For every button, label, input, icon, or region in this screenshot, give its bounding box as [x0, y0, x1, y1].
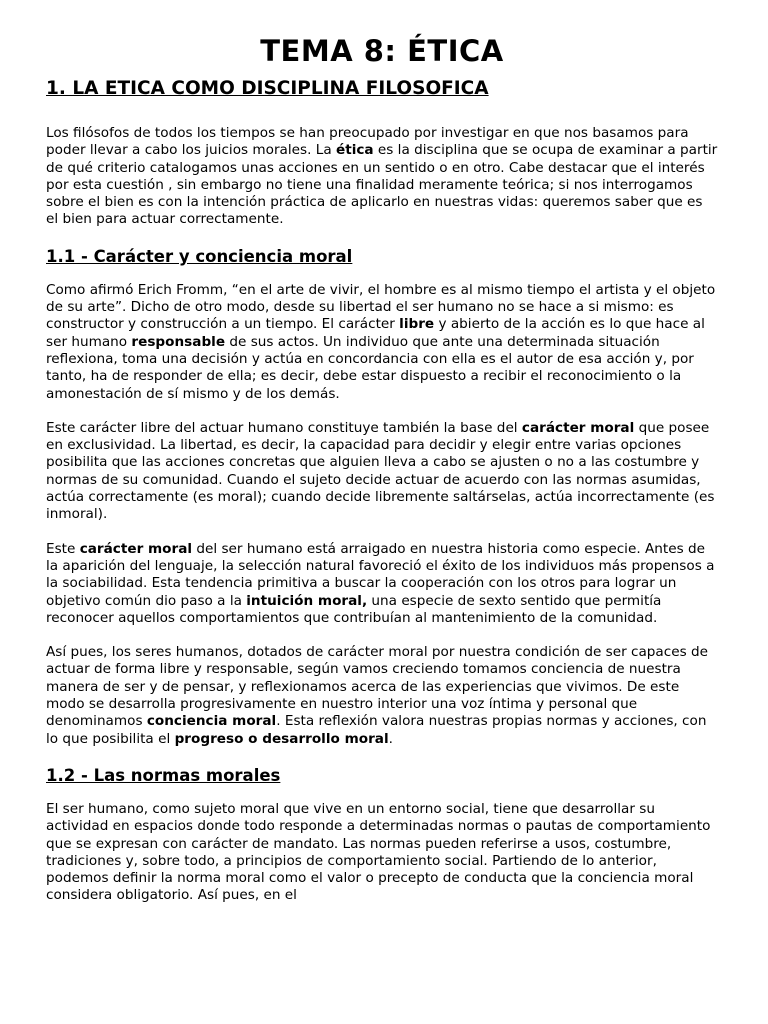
paragraph-1-1-a: Como afirmó Erich Fromm, “en el arte de vivir, el hombre es al mismo tiempo el artista y el objeto de su arte”. Dicho de otro modo, desde su libertad el ser humano no se hace a si mismo: es constructor y construcción a un tiempo. El carácter libre y abierto de la acción es lo que hace al ser humano responsable de sus actos. Un individuo que ante una determinada situación reflexiona, toma una decisión y actúa en concordancia con ella es el autor de esa acción y, por tanto, ha de responder de ella; es decir, debe estar dispuesto a recibir el reconocimiento o la amonestación de sí mismo y de los demás. [46, 281, 716, 402]
paragraph-1-2-a: El ser humano, como sujeto moral que vive en un entorno social, tiene que desarrollar su actividad en espacios donde todo responde a determinadas normas o pautas de comportamiento que se expresan con carácter de mandato. Las normas pueden referirse a usos, costumbre, tradiciones y, sobre todo, a principios de comportamiento social. Partiendo de lo anterior, podemos definir la norma moral como el valor o precepto de conducta que la conciencia moral considera obligatorio. Así pues, en el [46, 800, 711, 904]
section-heading-1-2: 1.2 - Las normas morales [46, 765, 281, 785]
section-heading-1-1: 1.1 - Carácter y conciencia moral [46, 246, 353, 266]
paragraph-1-1-b: Este carácter libre del actuar humano constituye también la base del carácter moral que posee en exclusividad. La libertad, es decir, la capacidad para decidir y elegir entre varias opciones posibilita que las acciones concretas que alguien lleva a cabo se ajusten o no a las costumbre y normas de su comunidad. Cuando el sujeto decide actuar de acuerdo con las normas asumidas, actúa correctamente (es moral); cuando decide libremente saltárselas, actúa incorrectamente (es inmoral). [46, 419, 715, 523]
paragraph-1-1-d: Así pues, los seres humanos, dotados de carácter moral por nuestra condición de ser capaces de actuar de forma libre y responsable, según vamos creciendo tomamos conciencia de nuestra manera de ser y de pensar, y reflexionamos acerca de las experiencias que vivimos. De este modo se desarrolla progresivamente en nuestro interior una voz íntima y personal que denominamos conciencia moral. Esta reflexión valora nuestras propias normas y acciones, con lo que posibilita el progreso o desarrollo moral. [46, 644, 708, 747]
section-heading-1: 1. LA ETICA COMO DISCIPLINA FILOSOFICA [46, 78, 489, 99]
paragraph-1: Los filósofos de todos los tiempos se han preocupado por investigar en que nos basamos para poder llevar a cabo los juicios morales. La ética es la disciplina que se ocupa de examinar a partir de qué criterio catalogamos unas acciones en un sentido o en otro. Cabe destacar que el interés por esta cuestión , sin embargo no tiene una finalidad meramente teórica; si nos interrogamos sobre el bien es con la intención práctica de aplicarlo en nuestras vidas: queremos saber que es el bien para actuar correctamente. [46, 125, 718, 228]
paragraph-1-1-c: Este carácter moral del ser humano está arraigado en nuestra historia como especie. Antes de la aparición del lenguaje, la selección natural favoreció el éxito de los individuos más propensos a la sociabilidad. Esta tendencia primitiva a buscar la cooperación con los otros para lograr un objetivo común dio paso a la intuición moral, una especie de sexto sentido que permitía reconocer aquellos comportamientos que contribuían al mantenimiento de la comunidad. [46, 540, 715, 626]
document-title: TEMA 8: ÉTICA [260, 34, 504, 68]
